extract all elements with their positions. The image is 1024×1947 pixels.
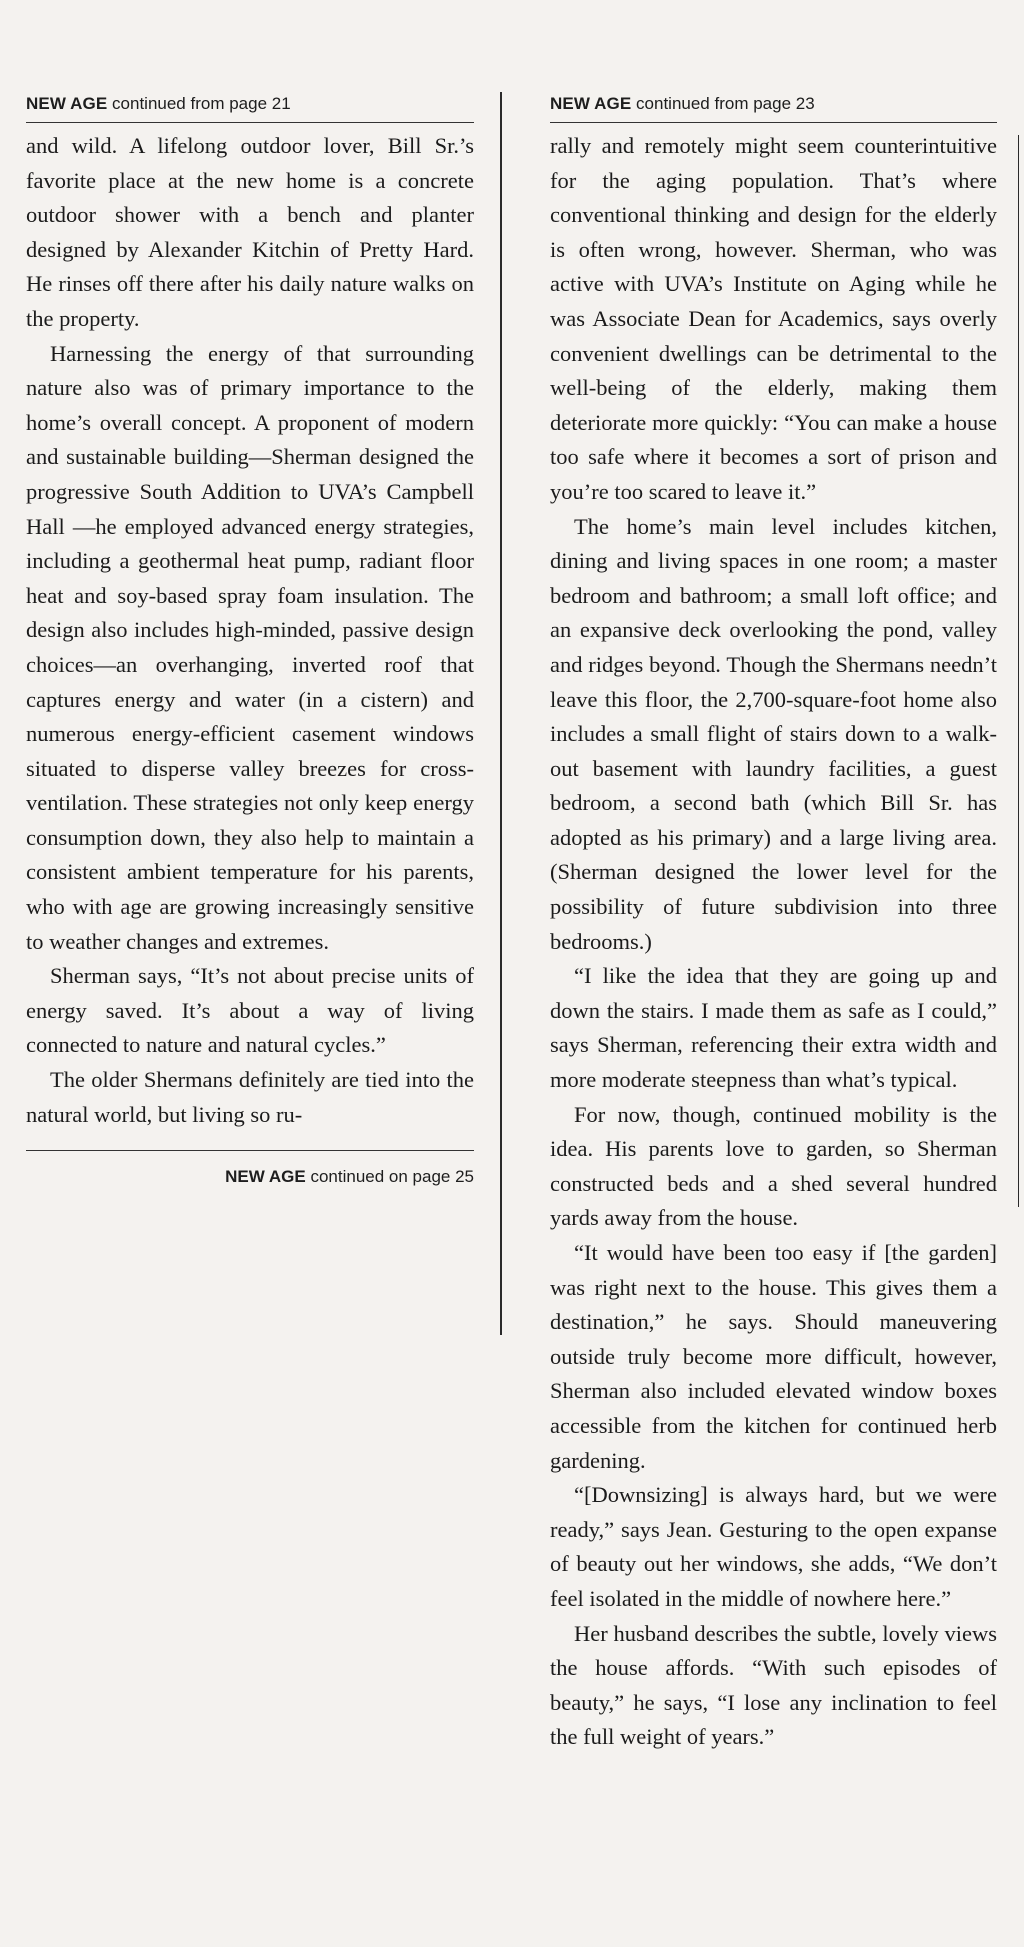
paragraph: “[Downsizing] is always hard, but we were ready,” says Jean. Gesturing to the open expanse of beauty out her windows, she adds, “We don’t feel isolated in the middle of nowhere here.” [550, 1482, 997, 1611]
paragraph: Harnessing the energy of that surrounding nature also was of primary importance to the home’s overall concept. A proponent of modern and sustainable building—Sherman designed the progressive South Addition to UVA’s Campbell Hall —he employed advanced energy strategies, including a geothermal heat pump, radiant floor heat and soy-based spray foam insulation. The design also includes high-minded, passive design choices—an overhanging, inverted roof that captures energy and water (in a cistern) and numerous energy-efficient casement windows situated to disperse valley breezes for cross-ventilation. These strategies not only keep energy consumption down, they also help to maintain a consistent ambient temperature for his parents, who with age are growing increasingly sensitive to weather changes and extremes. [26, 340, 474, 954]
jump-label: NEW AGE [550, 94, 632, 113]
jump-text: continued on page 25 [310, 1167, 474, 1187]
paragraph: “I like the idea that they are going up and down the stairs. I made them as safe as I could,” says Sherman, referencing their extra width and more moderate steepness than what’s typical. [550, 963, 997, 1093]
article-body-right [550, 129, 997, 1755]
paragraph: The home’s main level includes kitchen, dining and living spaces in one room; a master bedroom and bathroom; a small loft office; and an expansive deck overlooking the pond, valley and ridges beyond. Though the Shermans needn’t leave this floor, the 2,700-square-foot home also includes a small flight of stairs down to a walk-out basement with laundry facilities, a guest bedroom, a second bath (which Bill Sr. has adopted as his primary) and a large living area. (Sherman designed the lower level for the possibility of future subdivision into three bedrooms.) [550, 513, 997, 954]
paragraph: rally and remotely might seem counterintuitive for the aging population. That’s where conventional thinking and design for the elderly is often wrong, however. Sherman, who was active with UVA’s Institute on Aging while he was Associate Dean for Academics, says overly convenient dwellings can be detrimental to the well-being of the elderly, making them deteriorate more quickly: “You can make a house too safe where it becomes a sort of prison and you’re too scared to leave it.” [550, 133, 997, 504]
paragraph: The older Shermans definitely are tied into the natural world, but living so ru- [26, 1067, 474, 1127]
jump-label: NEW AGE [26, 94, 108, 113]
page-edge-rule [1018, 135, 1019, 1207]
article-body-left [26, 129, 474, 1132]
jump-text: continued from page 23 [636, 94, 815, 113]
right-column [550, 92, 997, 1755]
paragraph: and wild. A lifelong outdoor lover, Bill Sr.’s favorite place at the new home is a concrete outdoor shower with a bench and planter designed by Alexander Kitchin of Pretty Hard. He rinses off there after his daily nature walks on the property. [26, 133, 474, 331]
jump-header-left [26, 92, 474, 123]
jump-header-right [550, 92, 997, 123]
paragraph: “It would have been too easy if [the garden] was right next to the house. This gives them a destination,” he says. Should maneuvering outside truly become more difficult, however, Sherman also included elevated window boxes accessible from the kitchen for continued herb gardening. [550, 1240, 997, 1473]
paragraph: Her husband describes the subtle, lovely views the house affords. “With such episodes of beauty,” he says, “I lose any inclination to feel the full weight of years.” [550, 1620, 997, 1750]
column-divider [500, 92, 502, 1335]
paragraph: Sherman says, “It’s not about precise units of energy saved. It’s about a way of living connected to nature and natural cycles.” [26, 963, 474, 1058]
jump-label: NEW AGE [225, 1167, 306, 1187]
paragraph: For now, though, continued mobility is the idea. His parents love to garden, so Sherman constructed beds and a shed several hundred yards away from the house. [550, 1101, 997, 1231]
jump-text: continued from page 21 [112, 94, 291, 113]
left-column [26, 92, 474, 1189]
jump-footer-left [26, 1150, 474, 1189]
